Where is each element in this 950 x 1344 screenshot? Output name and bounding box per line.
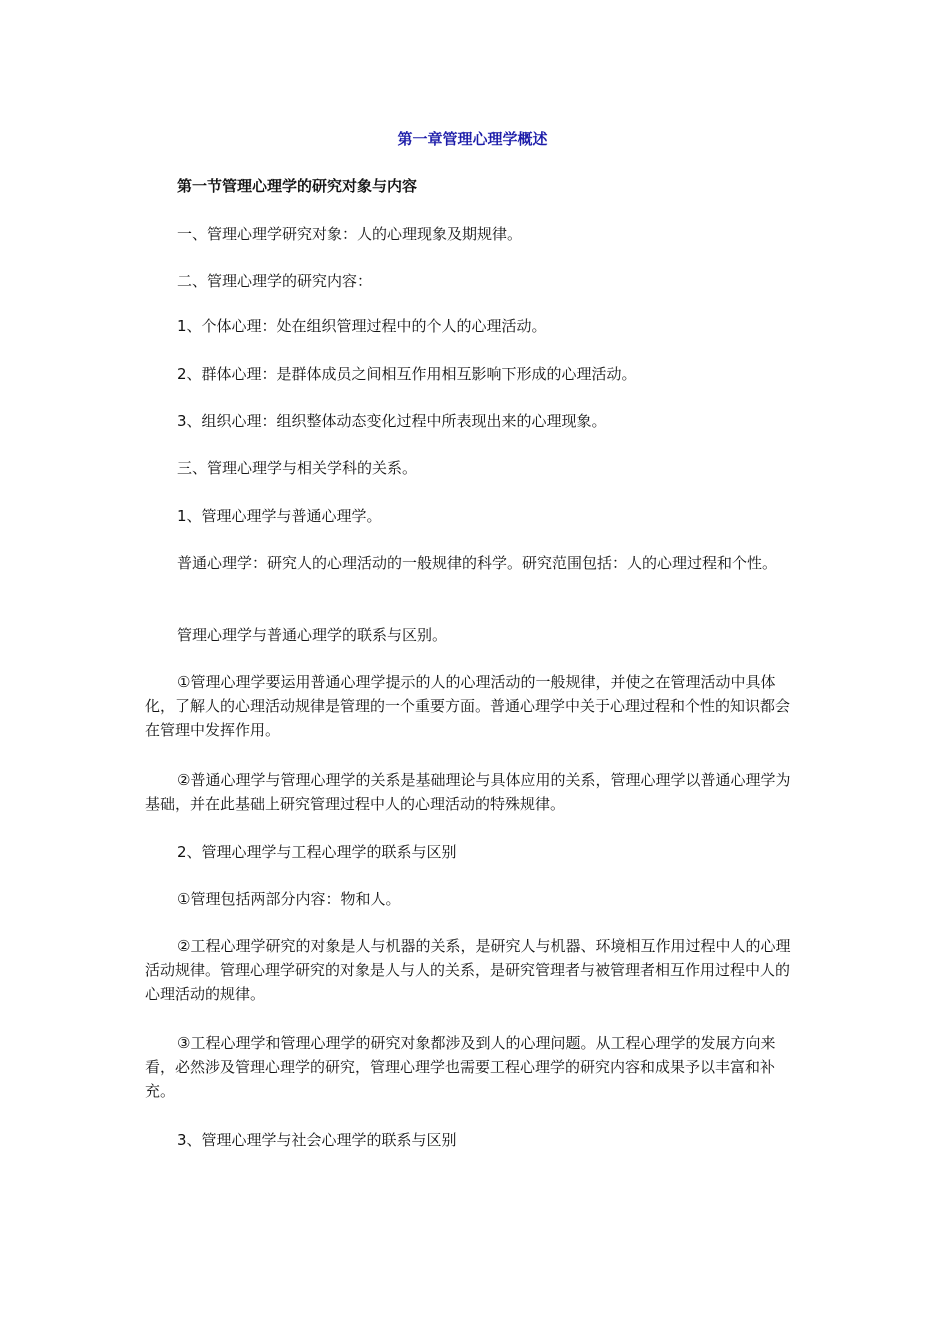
paragraph-general-psychology-definition: 普通心理学：研究人的心理活动的一般规律的科学。研究范围包括：人的心理过程和个性。 — [177, 554, 778, 572]
paragraph-engineering-point-3: ③工程心理学和管理心理学的研究对象都涉及到人的心理问题。从工程心理学的发展方向来看，必然涉及管理心理学的研究，管理心理学也需要工程心理学的研究内容和成果予以丰富和补充。 — [145, 1034, 776, 1100]
paragraph-general-point-1: ①管理心理学要运用普通心理学提示的人的心理活动的一般规律，并使之在管理活动中具体化，了解人的心理活动规律是管理的一个重要方面。普通心理学中关于心理过程和个性的知识都会在管理中发挥作用。 — [145, 673, 791, 739]
paragraph-engineering-point-1: ①管理包括两部分内容：物和人。 — [177, 890, 401, 908]
paragraph-engineering-psychology-heading: 2、管理心理学与工程心理学的联系与区别 — [177, 843, 457, 861]
section-title: 第一节管理心理学的研究对象与内容 — [177, 177, 418, 195]
paragraph-social-psychology-heading: 3、管理心理学与社会心理学的联系与区别 — [177, 1131, 457, 1149]
paragraph-general-psychology-relation: 管理心理学与普通心理学的联系与区别。 — [177, 626, 448, 644]
paragraph-individual-psychology: 1、个体心理：处在组织管理过程中的个人的心理活动。 — [177, 317, 547, 335]
paragraph-group-psychology: 2、群体心理：是群体成员之间相互作用相互影响下形成的心理活动。 — [177, 365, 637, 383]
paragraph-research-content: 二、管理心理学的研究内容： — [177, 272, 373, 290]
paragraph-general-psychology-heading: 1、管理心理学与普通心理学。 — [177, 507, 382, 525]
paragraph-research-object: 一、管理心理学研究对象：人的心理现象及期规律。 — [177, 225, 523, 243]
paragraph-general-point-2: ②普通心理学与管理心理学的关系是基础理论与具体应用的关系，管理心理学以普通心理学为基础，并在此基础上研究管理过程中人的心理活动的特殊规律。 — [145, 771, 791, 813]
paragraph-related-disciplines: 三、管理心理学与相关学科的关系。 — [177, 459, 418, 477]
paragraph-organization-psychology: 3、组织心理：组织整体动态变化过程中所表现出来的心理现象。 — [177, 412, 607, 430]
paragraph-engineering-point-2: ②工程心理学研究的对象是人与机器的关系，是研究人与机器、环境相互作用过程中人的心理活动规律。管理心理学研究的对象是人与人的关系，是研究管理者与被管理者相互作用过程中人的心理活动的规律。 — [145, 937, 791, 1003]
chapter-title: 第一章管理心理学概述 — [397, 130, 548, 148]
